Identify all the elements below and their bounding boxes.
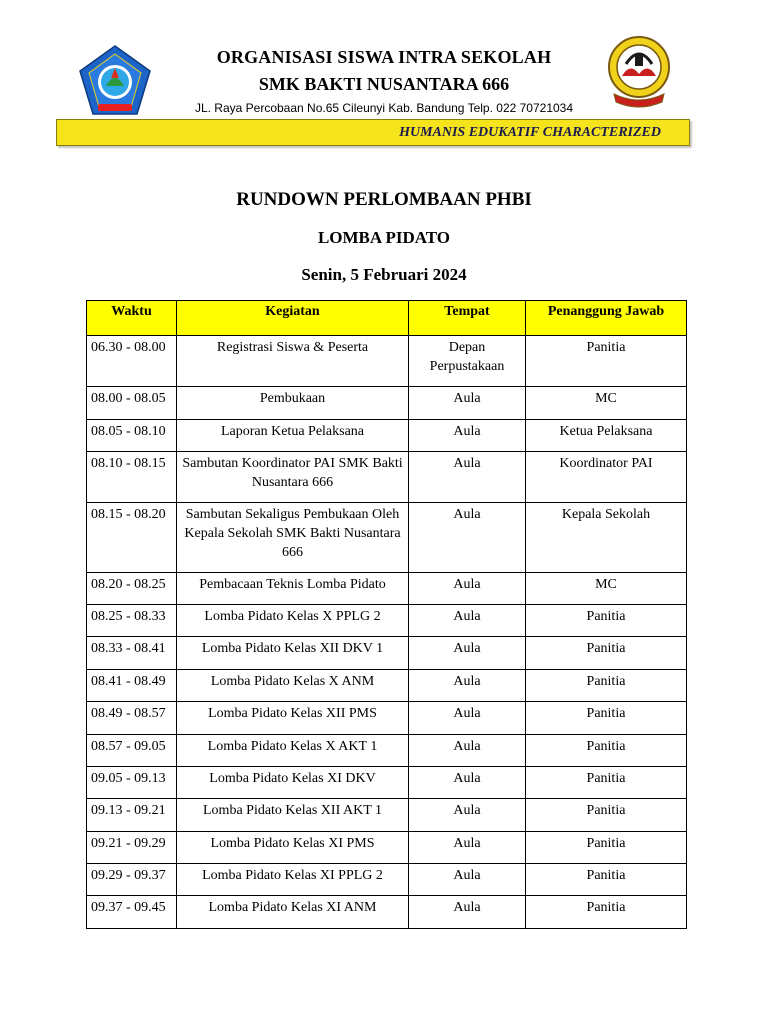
cell-penanggung-jawab: Panitia	[526, 767, 687, 799]
cell-kegiatan: Sambutan Sekaligus Pembukaan Oleh Kepala Sekolah SMK Bakti Nusantara 666	[177, 503, 409, 573]
cell-kegiatan: Laporan Ketua Pelaksana	[177, 420, 409, 452]
cell-penanggung-jawab: Panitia	[526, 896, 687, 929]
cell-penanggung-jawab: Kepala Sekolah	[526, 503, 687, 573]
table-row	[87, 387, 687, 420]
cell-kegiatan: Lomba Pidato Kelas XII DKV 1	[177, 637, 409, 670]
table-row	[87, 767, 687, 799]
table-row	[87, 670, 687, 702]
cell-waktu: 09.21 - 09.29	[87, 832, 177, 864]
cell-penanggung-jawab: Panitia	[526, 799, 687, 832]
column-header-penanggung-jawab: Penanggung Jawab	[526, 301, 687, 336]
cell-waktu: 08.15 - 08.20	[87, 503, 177, 573]
cell-kegiatan: Lomba Pidato Kelas X AKT 1	[177, 735, 409, 767]
cell-tempat: Aula	[409, 452, 526, 503]
cell-waktu: 06.30 - 08.00	[87, 336, 177, 387]
rundown-table	[86, 300, 687, 929]
org-name: ORGANISASI SISWA INTRA SEKOLAH	[216, 47, 552, 67]
cell-tempat: Aula	[409, 864, 526, 896]
cell-kegiatan: Lomba Pidato Kelas XI DKV	[177, 767, 409, 799]
cell-penanggung-jawab: Panitia	[526, 605, 687, 637]
cell-waktu: 08.49 - 08.57	[87, 702, 177, 735]
table-row	[87, 420, 687, 452]
osis-logo	[604, 34, 674, 108]
cell-waktu: 08.05 - 08.10	[87, 420, 177, 452]
cell-waktu: 09.29 - 09.37	[87, 864, 177, 896]
cell-kegiatan: Lomba Pidato Kelas XII PMS	[177, 702, 409, 735]
school-logo	[78, 44, 152, 116]
cell-waktu: 09.05 - 09.13	[87, 767, 177, 799]
cell-tempat: Aula	[409, 573, 526, 605]
cell-kegiatan: Lomba Pidato Kelas XI PPLG 2	[177, 864, 409, 896]
cell-tempat: Aula	[409, 605, 526, 637]
cell-tempat: Aula	[409, 387, 526, 420]
cell-kegiatan: Pembacaan Teknis Lomba Pidato	[177, 573, 409, 605]
cell-tempat: Aula	[409, 767, 526, 799]
motto-bar	[56, 119, 690, 146]
cell-kegiatan: Registrasi Siswa & Peserta	[177, 336, 409, 387]
cell-waktu: 08.41 - 08.49	[87, 670, 177, 702]
column-header-kegiatan: Kegiatan	[177, 301, 409, 336]
cell-tempat: Aula	[409, 735, 526, 767]
table-row	[87, 799, 687, 832]
cell-tempat: Aula	[409, 799, 526, 832]
table-row	[87, 637, 687, 670]
cell-penanggung-jawab: Panitia	[526, 637, 687, 670]
table-row	[87, 336, 687, 387]
cell-waktu: 09.13 - 09.21	[87, 799, 177, 832]
table-row	[87, 452, 687, 503]
cell-tempat: Aula	[409, 420, 526, 452]
cell-tempat: Aula	[409, 503, 526, 573]
cell-tempat: Depan Perpustakaan	[409, 336, 526, 387]
cell-tempat: Aula	[409, 702, 526, 735]
cell-kegiatan: Pembukaan	[177, 387, 409, 420]
cell-kegiatan: Lomba Pidato Kelas XII AKT 1	[177, 799, 409, 832]
document-subtitle: LOMBA PIDATO	[317, 228, 451, 247]
table-row	[87, 605, 687, 637]
table-header-row	[87, 301, 687, 336]
cell-penanggung-jawab: Panitia	[526, 832, 687, 864]
column-header-tempat: Tempat	[409, 301, 526, 336]
table-row	[87, 832, 687, 864]
cell-waktu: 08.57 - 09.05	[87, 735, 177, 767]
cell-waktu: 08.10 - 08.15	[87, 452, 177, 503]
school-name: SMK BAKTI NUSANTARA 666	[258, 74, 510, 94]
cell-penanggung-jawab: Panitia	[526, 864, 687, 896]
cell-penanggung-jawab: Koordinator PAI	[526, 452, 687, 503]
cell-tempat: Aula	[409, 637, 526, 670]
cell-waktu: 08.25 - 08.33	[87, 605, 177, 637]
cell-penanggung-jawab: Ketua Pelaksana	[526, 420, 687, 452]
school-address: JL. Raya Percobaan No.65 Cileunyi Kab. Bandung Telp. 022 70721034	[194, 101, 574, 115]
cell-penanggung-jawab: MC	[526, 387, 687, 420]
cell-kegiatan: Lomba Pidato Kelas X PPLG 2	[177, 605, 409, 637]
table-row	[87, 503, 687, 573]
cell-kegiatan: Lomba Pidato Kelas XI PMS	[177, 832, 409, 864]
table-row	[87, 864, 687, 896]
cell-kegiatan: Lomba Pidato Kelas XI ANM	[177, 896, 409, 929]
cell-kegiatan: Sambutan Koordinator PAI SMK Bakti Nusantara 666	[177, 452, 409, 503]
event-date: Senin, 5 Februari 2024	[301, 265, 467, 284]
cell-tempat: Aula	[409, 670, 526, 702]
cell-penanggung-jawab: MC	[526, 573, 687, 605]
motto-text: HUMANIS EDUKATIF CHARACTERIZED	[399, 125, 661, 140]
table-row	[87, 896, 687, 929]
cell-penanggung-jawab: Panitia	[526, 670, 687, 702]
cell-waktu: 08.00 - 08.05	[87, 387, 177, 420]
cell-waktu: 09.37 - 09.45	[87, 896, 177, 929]
column-header-waktu: Waktu	[87, 301, 177, 336]
table-row	[87, 573, 687, 605]
cell-waktu: 08.20 - 08.25	[87, 573, 177, 605]
cell-penanggung-jawab: Panitia	[526, 702, 687, 735]
document-title: RUNDOWN PERLOMBAAN PHBI	[236, 189, 532, 210]
cell-penanggung-jawab: Panitia	[526, 735, 687, 767]
cell-kegiatan: Lomba Pidato Kelas X ANM	[177, 670, 409, 702]
cell-tempat: Aula	[409, 832, 526, 864]
cell-waktu: 08.33 - 08.41	[87, 637, 177, 670]
cell-tempat: Aula	[409, 896, 526, 929]
table-row	[87, 702, 687, 735]
cell-penanggung-jawab: Panitia	[526, 336, 687, 387]
table-row	[87, 735, 687, 767]
